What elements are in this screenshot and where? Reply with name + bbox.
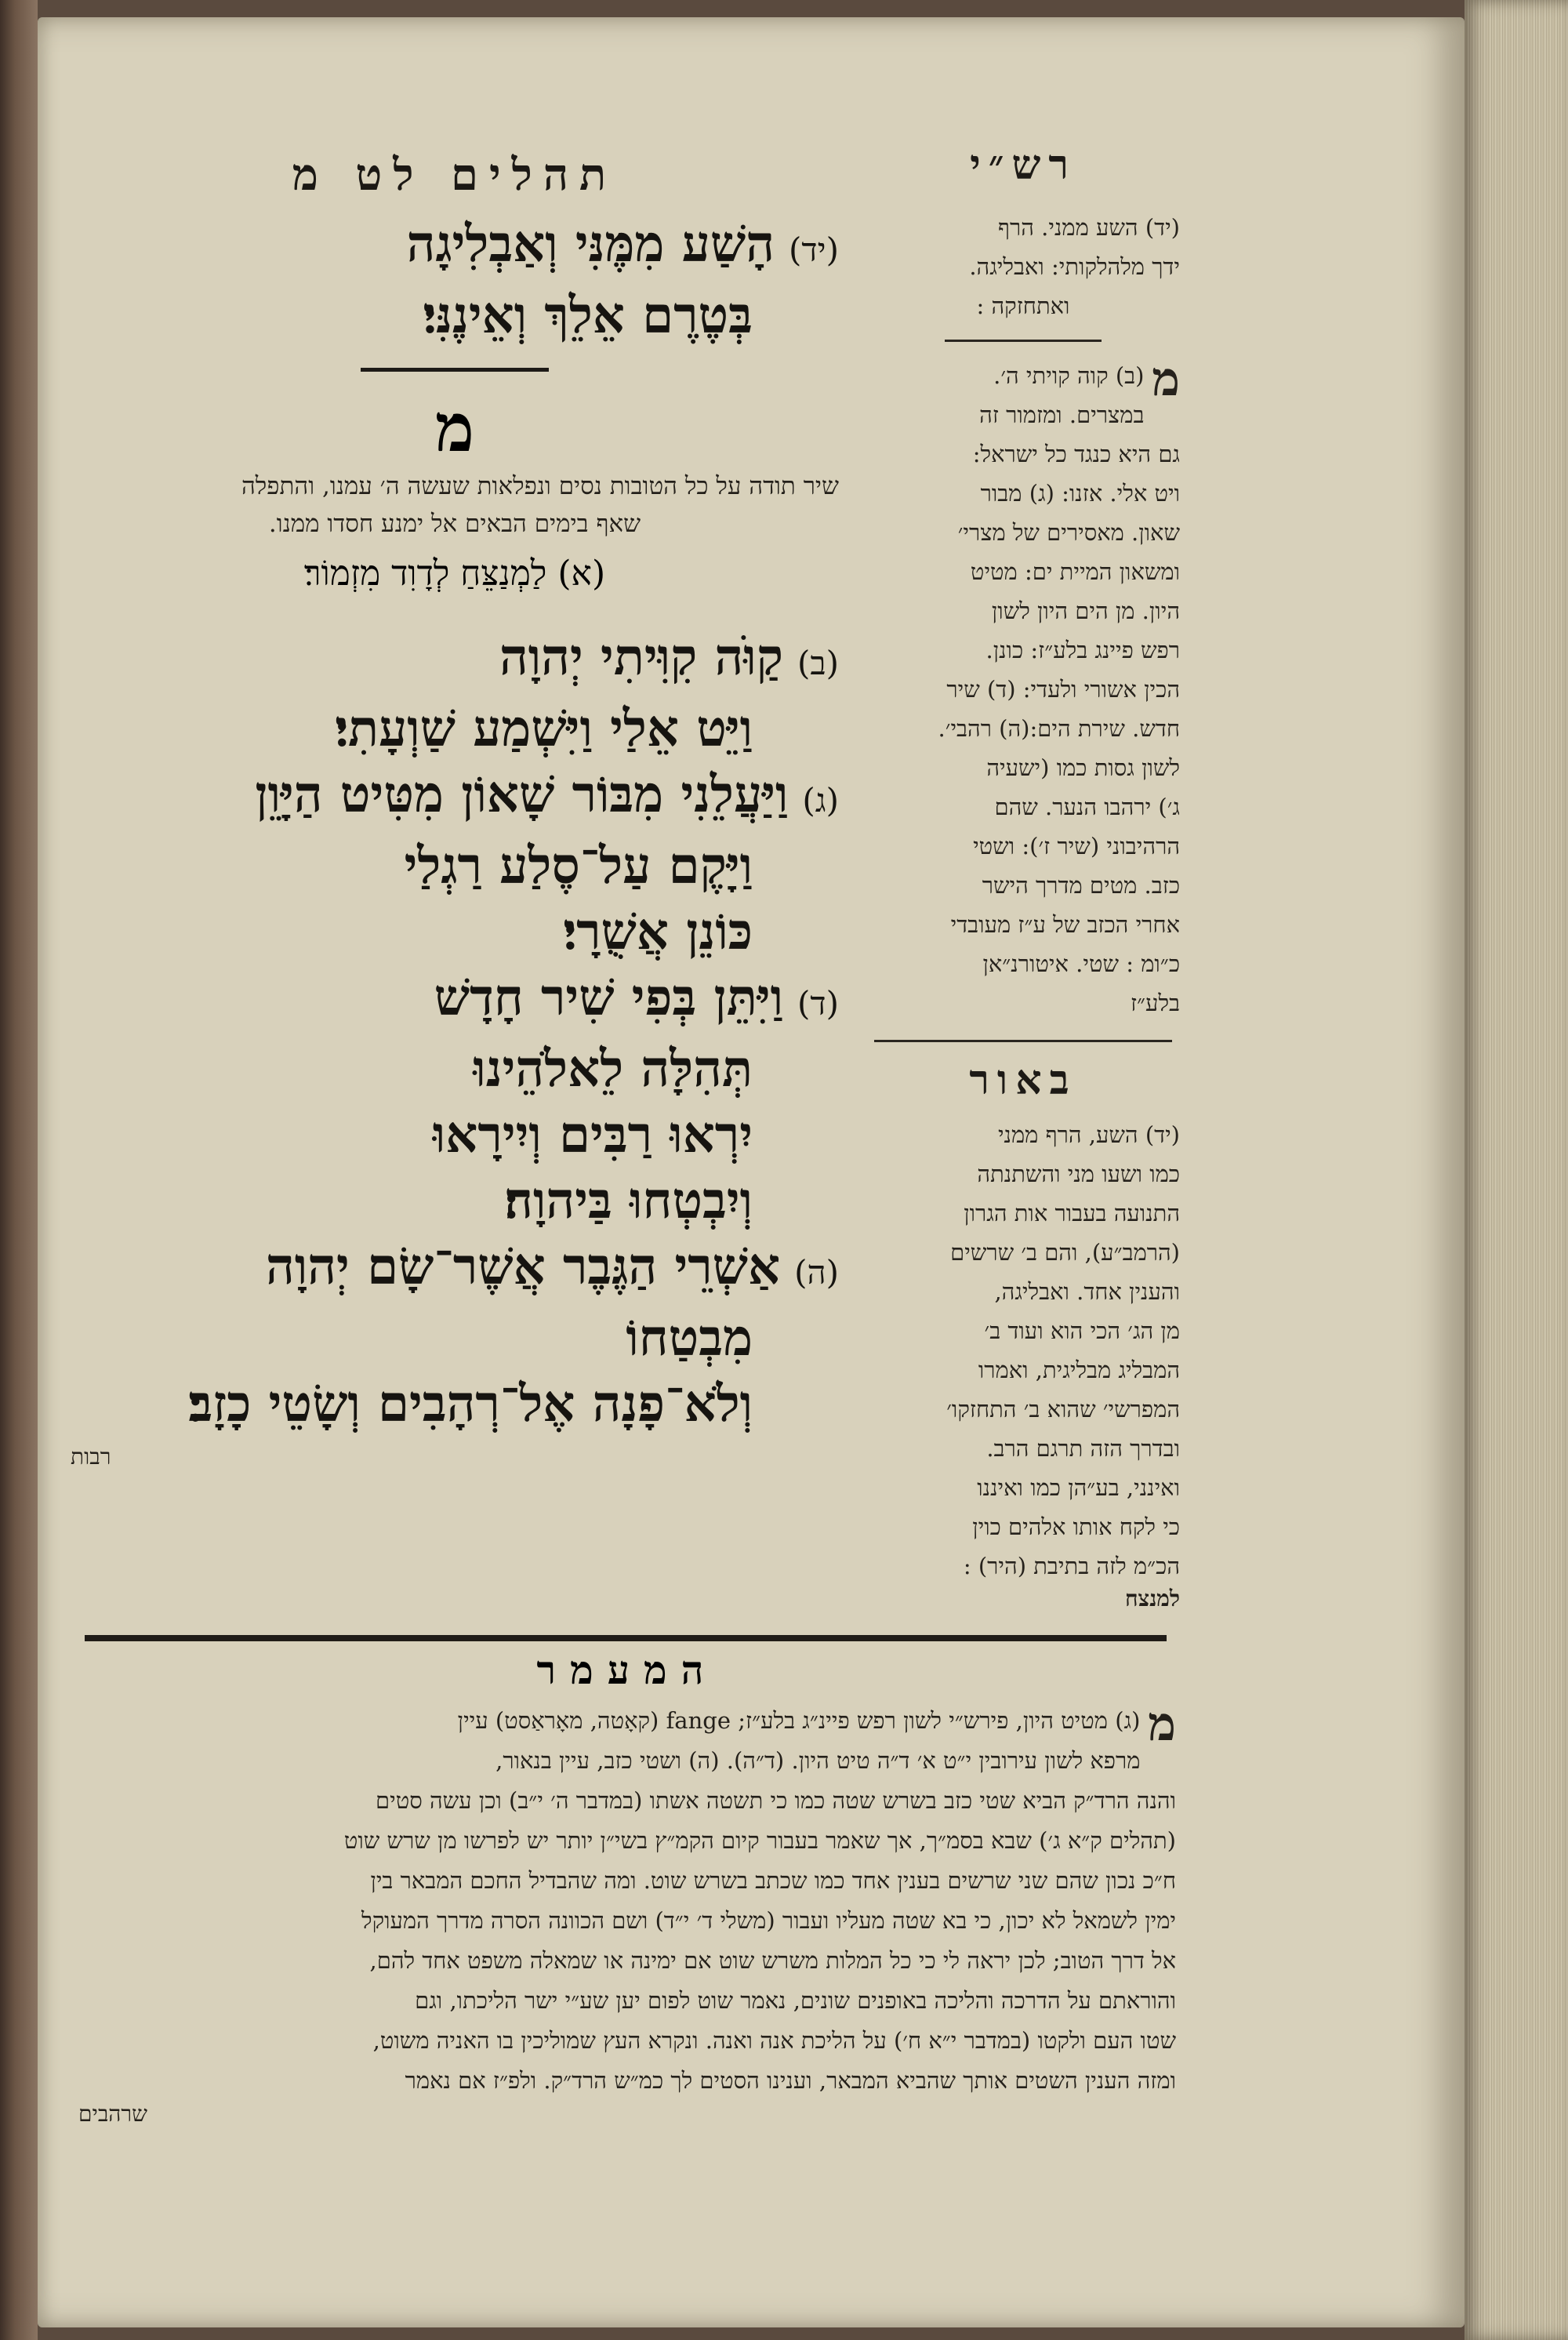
rashi-drop-letter: מ [1152, 352, 1180, 407]
meamar-title: המעמר [536, 1647, 718, 1693]
biur-divider [874, 1040, 1172, 1042]
verse-14 [71, 212, 839, 283]
verse-number: (ב) [797, 644, 839, 682]
rashi-line: חדש. שירת הים:(ה) רהבי׳. [938, 715, 1180, 742]
chapter-intro-line: שיר תודה על כל הטובות נסים ונפלאות שעשה ה׳ עמנו, והתפלה [241, 472, 839, 500]
rashi-line: ואתחזקה : [976, 292, 1070, 319]
biur-catchword: למנצח [1124, 1586, 1180, 1611]
verse-line: אַשְׁרֵי הַגֶּבֶר אֲשֶׁר־שָׂם יְהוָה [266, 1237, 781, 1296]
meamar-line: ומזה הענין השטים אותך שהביא המבאר, וענינו הסטים לך כמ״ש הרד״ק. ולפ״ז אם נאמר [405, 2067, 1176, 2094]
verse-3 [71, 762, 839, 834]
meamar-line: (תהלים ק״א ג׳) שבא בסמ״ך, אך שאמר בעבור קיום הקמ״ץ בשי״ן יותר יש לפרשו מן שרש שוט [343, 1827, 1176, 1854]
meamar-catchword: שרהבים [78, 2101, 147, 2127]
verse-line: בְּטֶרֶם אֵלֵךְ וְאֵינֶנִּי׃ [423, 286, 753, 345]
rashi-line: לשון גסות כמו (ישעיה [986, 754, 1180, 781]
meamar-line: שטו העם ולקטו (במדבר י״א ח׳) על הליכת אנה ואנה. ונקרא העץ שמוליכין בו האניה משוט, [372, 2027, 1176, 2054]
psalm-superscription [71, 554, 839, 594]
biur-line: (הרמב״ע), והם ב׳ שרשים [950, 1239, 1180, 1266]
rashi-line: ויט אלי. אזנו: (ג) מבור [980, 480, 1180, 507]
rashi-line: ג׳) ירהבו הנער. שהם [994, 794, 1180, 820]
verse-4 [71, 965, 839, 1037]
rashi-line: הרהיבוני (שיר ז׳): ושטי [973, 833, 1180, 859]
rashi-main-text [866, 352, 1180, 1023]
section-divider [85, 1635, 1167, 1641]
verse-number: (יד) [789, 231, 839, 269]
biur-line: (יד) השע, הרף ממני [997, 1121, 1180, 1148]
meamar-line: מרפא לשון עירובין י״ט א׳ ד״ה טיט היון. (ד״ה). (ה) ושטי כזב, עיין בנאור, [495, 1747, 1141, 1774]
meamar-line: והוראתם על הדרכה והליכה באופנים שונים, נאמר שוט לפום יען שע״י ישר הליכתו, וגם [415, 1987, 1176, 2014]
verse-5 [71, 1234, 839, 1306]
biur-line: התנועה בעבור אות הגרון [964, 1200, 1180, 1226]
superscription-text: לַמְנַצֵּחַ לְדָוִד מִזְמוֹר׃ [303, 554, 547, 594]
verse-line: וַיִּתֵּן בְּפִי שִׁיר חָדָשׁ [434, 968, 784, 1027]
chapter-intro-line: שאף בימים הבאים אל ימנע חסדו ממנו. [268, 510, 641, 538]
rashi-line: ידך מלהלקותי: ואבליגה. [969, 253, 1180, 280]
book-spine [0, 0, 38, 2340]
verse-line: וְיִבְטְחוּ בַּיהוָה׃ [504, 1172, 753, 1230]
rashi-line: (ב) קוה קויתי ה׳. [993, 362, 1145, 389]
biur-line: הכ״מ לזה בתיבת (היר) : [963, 1553, 1180, 1579]
rashi-line: ומשאון המיית ים: מטיט [970, 558, 1180, 585]
rashi-line: במצרים. ומזמור זה [979, 402, 1145, 428]
rashi-top-text [866, 208, 1180, 325]
biur-line: והענין אחד. ואבליגה, [994, 1278, 1180, 1305]
biur-line: המבליג מבליגית, ואמרו [978, 1357, 1180, 1383]
verse-line: יִרְאוּ רַבִּים וְיִירָאוּ [432, 1106, 753, 1165]
chapter-divider [361, 368, 549, 372]
verse-line: תְּהִלָּה לֵאלֹהֵינוּ [473, 1040, 753, 1099]
verse-line: וַיֵּט אֵלַי וַיִּשְׁמַע שַׁוְעָתִי׃ [335, 699, 753, 758]
page-header: תהלים לט מ [292, 149, 618, 201]
verse-number: (ג) [802, 781, 839, 819]
biur-line: המפרשי׳ שהוא ב׳ התחזקו׳ [946, 1396, 1180, 1423]
meamar-line: והנה הרד״ק הביא שטי כזב בשרש שטה כמו כי תשטה אשתו (במדבר ה׳ י״ב) וכן עשה סטים [376, 1787, 1176, 1814]
verse-line: כּוֹנֵן אֲשֻׁרָי׃ [563, 903, 753, 961]
rashi-line: גם היא כנגד כל ישראל: [972, 441, 1180, 467]
biur-line: ובדרך הזה תרגם הרב. [986, 1435, 1180, 1462]
rashi-line: שאון. מאסירים של מצרי׳ [957, 519, 1180, 546]
meamar-text [78, 1697, 1176, 2101]
meamar-line: ח״כ נכון שהם שני שרשים בענין אחד כמו שכתב בשרש שוט. ומה שהבדיל החכם המבאר בין [370, 1867, 1176, 1894]
verse-line: מִבְטַחוֹ [626, 1309, 753, 1368]
rashi-line: בלע״ז [1130, 990, 1180, 1016]
meamar-line: (ג) מטיט היון, פירש״י לשון רפש פיינ״ג בלע״ז; fange (קאָטה, מאָראַסט) עיין [457, 1707, 1141, 1734]
biur-line: כמו ושעו מני והשתנתה [977, 1161, 1180, 1187]
biur-line: מן הג׳ הכי הוא ועוד ב׳ [984, 1317, 1180, 1344]
verse-line: קַוֺּה קִוִּיתִי יְהוָה [499, 628, 783, 687]
rashi-divider [945, 340, 1102, 342]
verse-line: וַיָּקֶם עַל־סֶלַע רַגְלַי [404, 837, 753, 896]
psalm-column [71, 149, 839, 1470]
main-catchword: רבות [71, 1444, 111, 1470]
verse-line: הָשַׁע מִמֶּנִּי וְאַבְלִיגָה [406, 215, 775, 274]
biur-line: ואינני, בע״הן כמו ואיננו [977, 1474, 1180, 1501]
verse-number: (ה) [794, 1253, 839, 1292]
verse-number: (א) [557, 554, 606, 594]
chapter-number: מ [435, 389, 474, 467]
rashi-line: הכין אשורי ולעדי: (ד) שיר [946, 676, 1180, 703]
meamar-drop-letter: מ [1148, 1697, 1176, 1752]
biur-text [866, 1115, 1180, 1586]
rashi-title: רש״י [970, 141, 1076, 189]
rashi-line: כזב. מטים מדרך הישר [982, 872, 1180, 899]
verse-line: וְלֹא־פָנָה אֶל־רְהָבִים וְשָׂטֵי כָזָב׃ [188, 1375, 753, 1433]
meamar-line: ימין לשמאל לא יכון, כי בא שטה מעליו ועבור (משלי ד׳ י״ד) ושם הכוונה הסרה מדרך המעוקל [361, 1907, 1176, 1934]
meamar-section [78, 1647, 1176, 2127]
rashi-line: (יד) השע ממני. הרף [997, 214, 1180, 241]
rashi-line: כ״ומ : שטי. איטורנ״אן [982, 950, 1180, 977]
verse-number: (ד) [797, 984, 839, 1023]
meamar-line: אל דרך הטוב; לכן יראה לי כי כל המלות משרש שוט אם ימינה או שמאלה משפט אחד להם, [369, 1947, 1176, 1974]
rashi-line: היון. מן הים היון לשון [991, 598, 1180, 624]
verse-line: וַיַּעֲלֵנִי מִבּוֹר שָׁאוֹן מִטִּיט הַיָּוֵן [255, 765, 789, 824]
biur-line: כי לקח אותו אלהים כוין [972, 1513, 1180, 1540]
verse-2 [71, 625, 839, 696]
rashi-column [866, 141, 1180, 1612]
rashi-line: אחרי הכזב של ע״ז מעובדי [950, 911, 1180, 938]
page-edge [1465, 0, 1568, 2340]
biur-title: באור [969, 1056, 1077, 1104]
rashi-line: רפש פיינג בלע״ז: כונן. [985, 637, 1180, 663]
